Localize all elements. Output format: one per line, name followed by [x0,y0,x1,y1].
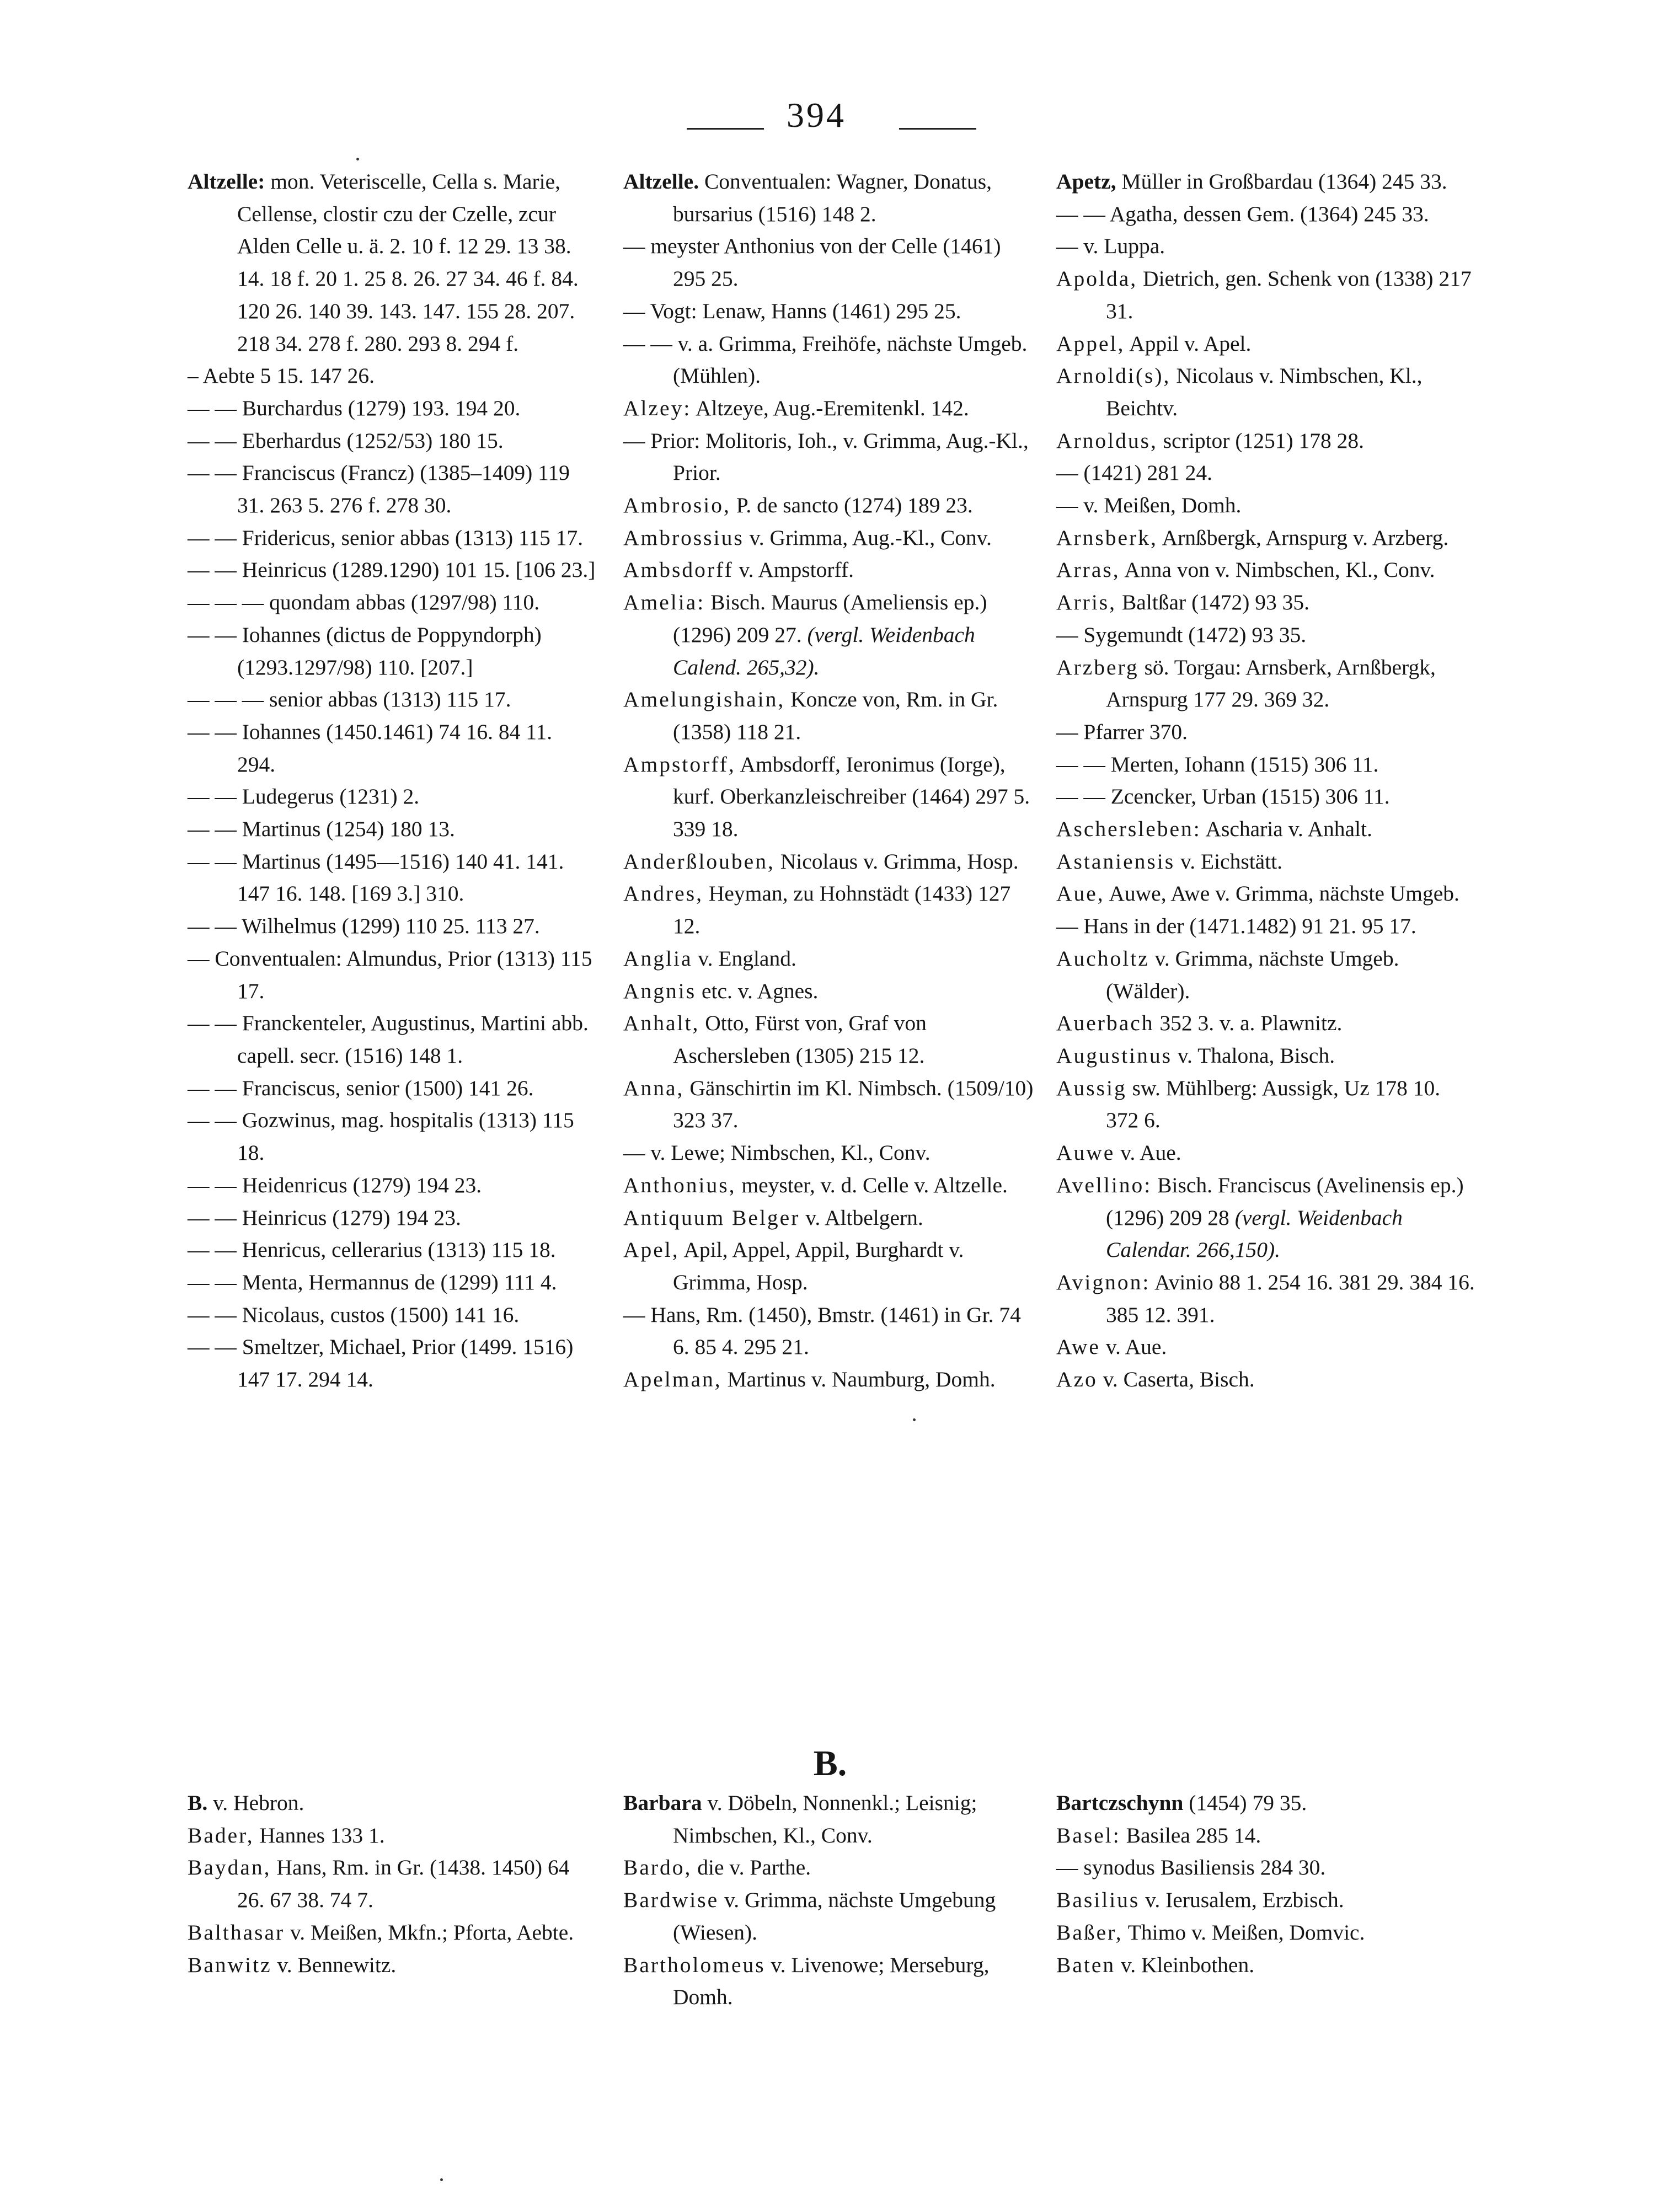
index-entry [1056,1331,1475,1363]
index-entry [188,716,596,780]
index-entry-text: — — Martinus (1495—1516) 140 41. 141. 147 16. 148. [169 3.] 310. [188,849,564,906]
index-entry-headword: Bader, [188,1823,254,1847]
index-entry-headword: Altzelle: [188,169,265,194]
index-entry-text: Arnßbergk, Arnspurg v. Arzberg. [1157,525,1449,550]
index-entry-headword: Apolda, [1056,266,1138,291]
index-entry [623,230,1036,294]
index-entry-headword: Avellino: [1056,1172,1152,1197]
index-entry-text: meyster, v. d. Celle v. Altzelle. [736,1172,1008,1197]
index-entry-reference: (vergl. Weidenbach Calendar. 266,150). [1106,1205,1403,1262]
index-entry-text: Ascharia v. Anhalt. [1201,817,1372,842]
index-entry [1056,554,1475,586]
print-speck [440,2178,443,2181]
index-entry-text: v. Ierusalem, Erzbisch. [1140,1888,1344,1913]
index-entry-text: Gänschirtin im Kl. Nimbsch. (1509/10) 323 37. [673,1075,1034,1133]
index-entry-text: — — v. a. Grimma, Freihöfe, nächste Umgeb. (Mühlen). [623,331,1028,388]
index-entry [188,554,596,586]
index-entry [623,586,1036,683]
index-entry-text: scriptor (1251) 178 28. [1157,428,1364,453]
index-entry-text: Conventualen: Wagner, Donatus, bursarius (1516) 148 2. [673,169,992,226]
index-entry-text: Müller in Großbardau (1364) 245 33. [1116,169,1447,194]
index-entry-headword: Ambrossius [623,525,744,550]
index-entry-text: — Hans, Rm. (1450), Bmstr. (1461) in Gr. 74 6. 85 4. 295 21. [623,1302,1021,1359]
index-entry [1056,877,1475,910]
index-entry-headword: Arris, [1056,590,1117,615]
index-entry [1056,1851,1475,1884]
index-entry [623,392,1036,425]
index-entry-text: Altzeye, Aug.-Eremitenkl. 142. [691,395,969,420]
index-entry-text: v. Grimma, nächste Umgeb. (Wälder). [1106,946,1399,1003]
index-entry-headword: Baßer, [1056,1920,1123,1945]
index-entry-text: — Prior: Molitoris, Ioh., v. Grimma, Aug.-Kl., Prior. [623,428,1029,485]
index-entry [1056,1916,1475,1949]
index-entry [1056,910,1475,942]
index-entry [188,586,596,619]
index-entry [623,845,1036,878]
index-entry [188,1234,596,1266]
index-entry-text: Nicolaus v. Grimma, Hosp. [774,849,1019,874]
index-entry-headword: Bartholomeus [623,1952,766,1977]
index-entry-text: — — Merten, Iohann (1515) 306 11. [1056,752,1379,776]
index-entry-headword: Basilius [1056,1888,1140,1913]
index-entry [1056,748,1475,781]
index-entry [188,1169,596,1202]
print-speck [356,158,359,160]
index-entry-text: — synodus Basiliensis 284 30. [1056,1855,1326,1880]
index-entry [623,942,1036,975]
index-entry-text: v. Livenowe; Merseburg, Domh. [673,1952,990,2010]
index-entry [1056,1169,1475,1266]
index-entry-text: — — Wilhelmus (1299) 110 25. 113 27. [188,914,540,939]
index-entry [188,457,596,521]
index-entry [1056,813,1475,845]
index-entry [188,425,596,457]
section-letter-b: B. [813,1743,847,1783]
index-entry [1056,716,1475,748]
index-entry [188,165,596,360]
index-entry-text: — Sygemundt (1472) 93 35. [1056,622,1307,647]
index-entry [1056,1137,1475,1169]
index-entry [1056,165,1475,198]
index-entry-text: — — Burchardus (1279) 193. 194 20. [188,395,521,420]
index-entry-text: — (1421) 281 24. [1056,460,1213,485]
index-entry [188,619,596,683]
index-entry [1056,1072,1475,1137]
index-entry [623,748,1036,845]
index-entry-text: — v. Meißen, Domh. [1056,493,1242,518]
index-entry-text: Appil v. Apel. [1125,331,1252,356]
index-entry-text: — — Ludegerus (1231) 2. [188,784,420,809]
index-entry-headword: Baten [1056,1952,1116,1977]
index-entry [1056,1266,1475,1331]
index-entry-text: — Hans in der (1471.1482) 91 21. 95 17. [1056,914,1416,939]
index-entry-text: — — Eberhardus (1252/53) 180 15. [188,428,504,453]
index-entry [1056,586,1475,619]
index-entry [623,1884,1036,1948]
index-entry-headword: Bardo, [623,1855,692,1880]
index-entry-headword: Ambrosio, [623,493,731,518]
index-entry [188,1072,596,1105]
index-entry-headword: Appel, [1056,331,1125,356]
index-entry [1056,1363,1475,1396]
index-entry [623,877,1036,942]
index-entry-text: — — Franciscus (Francz) (1385–1409) 119 31. 263 5. 276 f. 278 30. [188,460,570,518]
index-entry-text: etc. v. Agnes. [696,978,819,1003]
index-entry [1056,1040,1475,1072]
index-entry-text: — — — senior abbas (1313) 115 17. [188,687,511,712]
index-entry-text: Anna von v. Nimbschen, Kl., Conv. [1120,558,1435,582]
index-entry-text: Bisch. Franciscus (Avelinensis ep.) (1296) 209 28 [1106,1172,1464,1230]
index-column-a-1 [188,165,596,1396]
index-entry-text: Nicolaus v. Nimbschen, Kl., Beichtv. [1106,363,1423,420]
index-entry [1056,263,1475,327]
index-entry-headword: Amelia: [623,590,705,615]
index-entry-text: v. Ampstorff. [733,558,854,582]
index-entry [188,910,596,942]
index-entry [1056,942,1475,1007]
index-entry [1056,1787,1475,1819]
index-entry [1056,651,1475,716]
print-speck [913,1418,916,1421]
index-entry [188,1104,596,1169]
index-entry-text: — — Franckenteler, Augustinus, Martini abb. capell. secr. (1516) 148 1. [188,1011,589,1068]
index-entry-text: – Aebte 5 15. 147 26. [188,363,375,388]
index-entry-text: — Vogt: Lenaw, Hanns (1461) 295 25. [623,298,961,323]
index-entry-text: v. Thalona, Bisch. [1172,1043,1335,1068]
index-entry-text: — v. Luppa. [1056,234,1165,259]
index-entry-reference: (vergl. Weidenbach Calend. 265,32). [673,622,975,679]
index-entry-text: Dietrich, gen. Schenk von (1338) 217 31. [1106,266,1472,323]
index-entry-text: P. de sancto (1274) 189 23. [730,493,973,518]
index-entry-headword: Anna, [623,1075,685,1100]
index-entry-headword: Basel: [1056,1823,1121,1847]
index-entry [623,1234,1036,1298]
index-column-a-3 [1056,165,1475,1396]
index-entry-text: Basilea 285 14. [1120,1823,1261,1847]
index-entry [188,1331,596,1395]
index-entry-text: v. Grimma, Aug.-Kl., Conv. [744,525,992,550]
index-entry [1056,1884,1475,1916]
index-entry [623,165,1036,230]
index-entry [188,683,596,716]
index-entry-headword: Ampstorff, [623,752,736,776]
index-column-b-3 [1056,1787,1475,1981]
index-entry-headword: Arnoldus, [1056,428,1158,453]
index-entry-text: Baltßar (1472) 93 35. [1116,590,1310,615]
index-entry [1056,489,1475,522]
index-entry-text: v. Meißen, Mkfn.; Pforta, Aebte. [285,1920,574,1945]
page-number-rule-right [899,128,976,130]
page-number-rule-left [687,128,764,130]
index-entry-text: mon. Veteriscelle, Cella s. Marie, Cellense, clostir czu der Czelle, zcur Alden Celle u. ä. 2. 10 f. 12 29. 13 38. 14. 18 f. 20 1. 25 8. 26. 27 34. 46 f. 84. 120 26. 140 39. 143. 147. 155 28. 207. 218 34. 278 f. 280. 293 8. 294 f. [237,169,579,356]
index-entry [188,1299,596,1331]
index-entry [1056,360,1475,424]
index-entry [623,683,1036,748]
index-entry-headword: B. [188,1791,208,1815]
index-entry [1056,522,1475,554]
index-entry [623,1072,1036,1137]
index-entry [623,1787,1036,1851]
index-entry-headword: Avignon: [1056,1270,1151,1294]
index-entry-text: v. Caserta, Bisch. [1097,1367,1255,1392]
index-column-a-2 [623,165,1036,1396]
index-entry-text: — Conventualen: Almundus, Prior (1313) 115 17. [188,946,592,1003]
index-entry-text: v. Hebron. [207,1791,304,1815]
index-entry-headword: Auwe [1056,1140,1115,1165]
index-entry-headword: Aucholtz [1056,946,1149,971]
index-entry-text: v. Bennewitz. [271,1952,397,1977]
index-entry-headword: Anthonius, [623,1172,736,1197]
index-entry-text: — — Iohannes (dictus de Poppyndorph) (1293.1297/98) 110. [207.] [188,622,542,679]
index-entry-text: — — Heinricus (1279) 194 23. [188,1205,461,1230]
index-entry [1056,1949,1475,1981]
index-entry [623,975,1036,1008]
index-entry-text: — — Smeltzer, Michael, Prior (1499. 1516) 147 17. 294 14. [188,1335,574,1392]
index-entry [623,1202,1036,1234]
index-entry [188,1202,596,1234]
index-entry-headword: Anderßlouben, [623,849,775,874]
index-entry-text: v. Grimma, nächste Umgebung (Wiesen). [673,1888,996,1945]
index-entry-headword: Arzberg [1056,655,1139,679]
index-entry-headword: Ambsdorff [623,558,734,582]
index-entry-text: — Pfarrer 370. [1056,719,1188,744]
index-entry-text: — — — quondam abbas (1297/98) 110. [188,590,540,615]
index-entry [188,1949,596,1981]
index-entry-headword: Apel, [623,1238,680,1262]
index-entry-text: Apil, Appel, Appil, Burghardt v. Grimma, Hosp. [673,1238,964,1294]
index-entry [623,489,1036,522]
index-entry-headword: Aschersleben: [1056,817,1201,842]
index-entry-headword: Bardwise [623,1888,719,1913]
index-entry [1056,328,1475,360]
index-entry-headword: Augustinus [1056,1043,1172,1068]
index-entry [1056,198,1475,231]
index-entry-text: Thimo v. Meißen, Domvic. [1122,1920,1365,1945]
index-entry-text: — v. Lewe; Nimbschen, Kl., Conv. [623,1140,931,1165]
index-entry-headword: Balthasar [188,1920,285,1945]
index-entry-text: Ambsdorff, Ieronimus (Iorge), kurf. Oberkanzleischreiber (1464) 297 5. 339 18. [673,752,1030,842]
index-entry-text: Otto, Fürst von, Graf von Aschersleben (1305) 215 12. [673,1011,927,1068]
page-number: 394 [787,95,846,135]
index-entry [188,845,596,910]
index-entry [623,1363,1036,1396]
index-entry-text: — — Nicolaus, custos (1500) 141 16. [188,1302,520,1327]
index-entry-headword: Angnis [623,978,697,1003]
index-entry-text: — — Gozwinus, mag. hospitalis (1313) 115 18. [188,1108,574,1165]
index-entry-text: — — Franciscus, senior (1500) 141 26. [188,1075,534,1100]
index-entry-headword: Apetz, [1056,169,1116,194]
index-entry [1056,425,1475,457]
index-entry-text: — meyster Anthonius von der Celle (1461) 295 25. [623,234,1001,291]
index-entry-text: v. England. [692,946,796,971]
index-entry-text: Auwe, Awe v. Grimma, nächste Umgeb. [1104,881,1459,906]
index-entry [188,392,596,425]
index-entry [623,328,1036,392]
index-entry-headword: Anhalt, [623,1011,700,1036]
index-entry [188,1851,596,1916]
index-entry-headword: Azo [1056,1367,1098,1392]
index-entry-text: Hannes 133 1. [254,1823,385,1847]
index-entry-text: — — Iohannes (1450.1461) 74 16. 84 11. 294. [188,719,553,776]
index-entry-headword: Awe [1056,1335,1100,1359]
index-entry [623,425,1036,489]
index-entry [1056,845,1475,878]
index-entry-text: — — Martinus (1254) 180 13. [188,817,455,842]
index-entry-text: Heyman, zu Hohnstädt (1433) 127 12. [673,881,1011,939]
index-entry [623,1007,1036,1072]
index-entry-headword: Arras, [1056,558,1120,582]
index-entry-text: — — Henricus, cellerarius (1313) 115 18. [188,1238,556,1262]
index-entry [623,1169,1036,1202]
index-entry-text: Hans, Rm. in Gr. (1438. 1450) 64 26. 67 38. 74 7. [237,1855,570,1913]
index-entry [188,813,596,845]
index-entry [623,1299,1036,1363]
index-entry-text: v. Aue. [1115,1140,1181,1165]
index-entry [188,942,596,1007]
index-entry-text: 352 3. v. a. Plawnitz. [1154,1011,1343,1036]
index-entry-text: Avinio 88 1. 254 16. 381 29. 384 16. 385 12. 391. [1106,1270,1475,1327]
index-entry-text: v. Eichstätt. [1175,849,1283,874]
index-entry-text: — — Heidenricus (1279) 194 23. [188,1172,482,1197]
index-entry-text: v. Döbeln, Nonnenkl.; Leisnig; Nimbschen, Kl., Conv. [673,1791,977,1847]
index-entry [623,522,1036,554]
index-entry-text: — — Zcencker, Urban (1515) 306 11. [1056,784,1390,809]
index-entry [623,1137,1036,1169]
index-entry-headword: Arnsberk, [1056,525,1158,550]
index-column-b-1 [188,1787,596,1981]
index-entry-headword: Amelungishain, [623,687,785,712]
index-entry-text: Bisch. Maurus (Ameliensis ep.) (1296) 209 27. [673,590,987,647]
index-entry-headword: Arnoldi(s), [1056,363,1171,388]
index-entry [188,1819,596,1852]
index-entry [623,1851,1036,1884]
index-entry [623,295,1036,328]
index-entry-headword: Banwitz [188,1952,272,1977]
index-entry-text: Koncze von, Rm. in Gr. (1358) 118 21. [673,687,998,744]
index-entry-headword: Barbara [623,1791,702,1815]
index-entry-text: v. Aue. [1100,1335,1167,1359]
index-entry [623,554,1036,586]
index-entry-headword: Antiquum Belger [623,1205,800,1230]
index-entry [188,1787,596,1819]
index-entry [1056,1007,1475,1040]
index-entry-text: Martinus v. Naumburg, Domh. [721,1367,996,1392]
index-entry-headword: Baydan, [188,1855,271,1880]
index-entry [188,1007,596,1072]
index-entry-text: (1454) 79 35. [1183,1791,1307,1815]
index-entry [1056,619,1475,651]
index-entry-headword: Bartczschynn [1056,1791,1184,1815]
index-entry-text: sw. Mühlberg: Aussigk, Uz 178 10. 372 6. [1106,1075,1441,1133]
index-entry [188,360,596,392]
index-entry [188,522,596,554]
index-entry-text: — — Agatha, dessen Gem. (1364) 245 33. [1056,201,1429,226]
index-entry [188,1266,596,1299]
index-column-b-2 [623,1787,1036,2013]
index-entry-headword: Auerbach [1056,1011,1154,1036]
index-entry-headword: Andres, [623,881,703,906]
index-entry-text: v. Altbelgern. [800,1205,923,1230]
index-entry-text: die v. Parthe. [692,1855,811,1880]
index-entry-headword: Altzelle. [623,169,699,194]
index-entry-headword: Astaniensis [1056,849,1175,874]
index-entry [1056,457,1475,489]
index-entry-text: — — Heinricus (1289.1290) 101 15. [106 23.] [188,558,596,582]
index-entry [1056,1819,1475,1852]
index-entry [188,1916,596,1949]
index-entry-headword: Alzey: [623,395,692,420]
index-entry [623,1949,1036,2013]
index-entry [188,780,596,813]
index-entry-headword: Aue, [1056,881,1105,906]
index-entry [1056,230,1475,263]
index-entry-text: — — Menta, Hermannus de (1299) 111 4. [188,1270,557,1294]
index-entry-text: v. Kleinbothen. [1115,1952,1255,1977]
index-entry-headword: Anglia [623,946,693,971]
index-entry-headword: Apelman, [623,1367,722,1392]
index-entry-text: — — Fridericus, senior abbas (1313) 115 17. [188,525,584,550]
index-entry-text: sö. Torgau: Arnsberk, Arnßbergk, Arnspurg 177 29. 369 32. [1106,655,1436,712]
index-entry-headword: Aussig [1056,1075,1127,1100]
index-entry [1056,780,1475,813]
